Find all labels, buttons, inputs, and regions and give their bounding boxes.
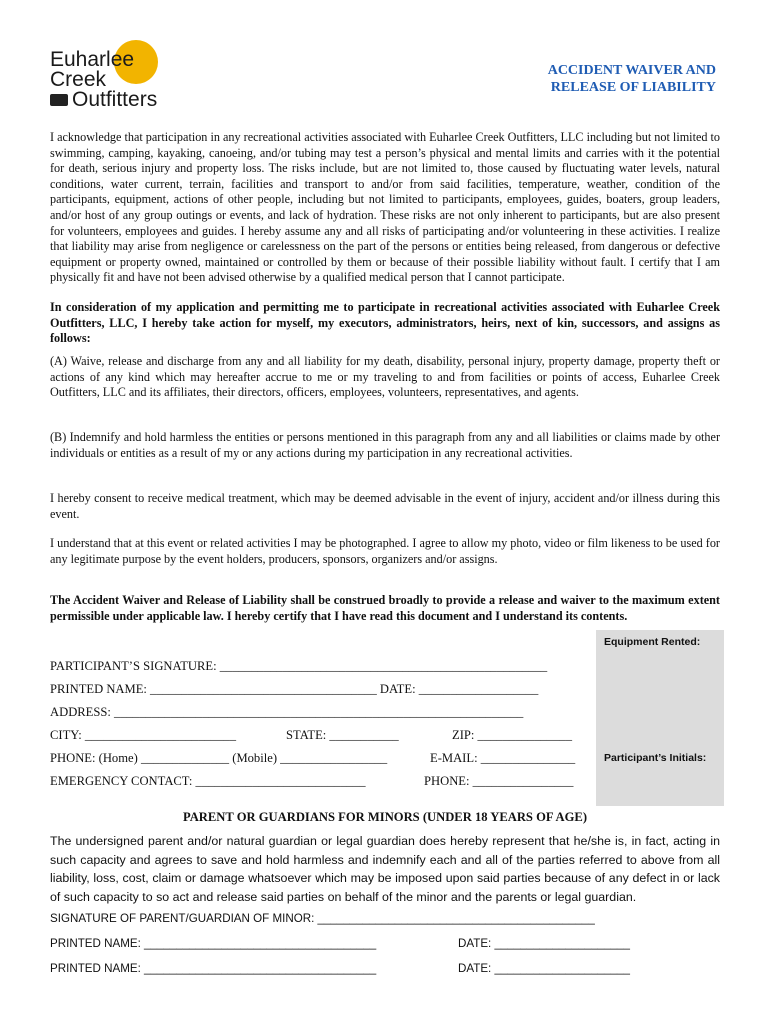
intro-paragraph: I acknowledge that participation in any recreational activities associated with Euharlee Creek Outfitters, LLC including but not limited to swimming, camping, kayaking, canoeing, and/or tubing may test a person’s physical and mental limits and carries with it the potential for death, serious injury and property loss. The risks include, but are not limited to, those caused by fluctuating water levels, natural conditions, water current, terrain, facilities and transport to and/or from said facilities, temperature, weather, condition of the participants, equipment, actions of other people, including but not limited to participants, employees, guides, boaters, group leaders, and/or host of any group outings or events, and lack of hydration. These risks are not only inherent to participants, but are also present for volunteers, employees and guides. I hereby assume any and all risks of participating and/or volunteering in these activities. I realize that liability may arise from negligence or carelessness on the part of the persons or entities being released, from dangerous or defective equipment or property owned, maintained or controlled by them or because of their possible liability without fault. I certify that I am physically fit and have not been advised otherwise by a qualified medical person that I cannot participate. xyxy=(50,130,720,285)
document-title xyxy=(470,62,716,96)
guardian-printed-name-1[interactable]: PRINTED NAME: ____________________________________ xyxy=(50,937,377,950)
equipment-box xyxy=(596,630,724,806)
participant-initials-label: Participant’s Initials: xyxy=(604,752,707,764)
medical-consent-paragraph: I hereby consent to receive medical treatment, which may be deemed advisable in the event of injury, accident and/or illness during this event. xyxy=(50,491,720,521)
photo-release-paragraph: I understand that at this event or related activities I may be photographed. I agree to allow my photo, video or film likeness to be used for any legitimate purpose by the event holders, producers, sponsors, organizers and/or assigns. xyxy=(50,536,720,566)
emergency-phone-field[interactable]: PHONE: ________________ xyxy=(424,774,574,788)
participant-signature-field[interactable]: PARTICIPANT’S SIGNATURE: ____________________________________________________ xyxy=(50,659,548,673)
logo-line-1: Euharlee xyxy=(50,48,135,71)
logo-line-2: Creek xyxy=(50,68,107,91)
logo-line-3: Outfitters xyxy=(72,88,158,111)
clause-a-paragraph: (A) Waive, release and discharge from any and all liability for my death, disability, personal injury, property damage, property theft or actions of any kind which may hereafter accrue to me or my traveling to and from facilities or points of access, Euharlee Creek Outfitters, LLC and its affiliates, their directors, officers, employees, volunteers, representatives, and agents. xyxy=(50,354,720,400)
title-line-2: RELEASE OF LIABILITY xyxy=(550,80,716,95)
address-field[interactable]: ADDRESS: _________________________________________________________________ xyxy=(50,705,524,719)
construed-paragraph: The Accident Waiver and Release of Liability shall be construed broadly to provide a release and waiver to the maximum extent permissible under applicable law. I hereby certify that I have read this document and I understand its contents. xyxy=(50,593,720,623)
guardian-printed-name-2[interactable]: PRINTED NAME: ____________________________________ xyxy=(50,962,377,975)
emergency-contact-field[interactable]: EMERGENCY CONTACT: ___________________________ xyxy=(50,774,366,788)
company-logo xyxy=(44,40,156,126)
state-field[interactable]: STATE: ___________ xyxy=(286,728,399,742)
guardian-date-1[interactable]: DATE: _____________________ xyxy=(458,937,630,950)
city-field[interactable]: CITY: ________________________ xyxy=(50,728,236,742)
guardian-date-2[interactable]: DATE: _____________________ xyxy=(458,962,630,975)
guardian-heading: PARENT OR GUARDIANS FOR MINORS (UNDER 18 YEARS OF AGE) xyxy=(182,810,588,824)
email-field[interactable]: E-MAIL: _______________ xyxy=(430,751,576,765)
kayak-icon xyxy=(50,94,68,106)
equipment-rented-label: Equipment Rented: xyxy=(604,636,701,648)
consideration-paragraph: In consideration of my application and permitting me to participate in recreational activities associated with Euharlee Creek Outfitters, LLC, I hereby take action for myself, my executors, administrators, heirs, next of kin, successors, and assigns as follows: xyxy=(50,300,720,346)
guardian-paragraph: The undersigned parent and/or natural guardian or legal guardian does hereby represent that he/she is, in fact, acting in such capacity and agrees to save and hold harmless and indemnify each and all of the parties referred to above from all liability, loss, cost, claim or damage whatsoever which may be imposed upon said parties because of any defect in or lack of such capacity to so act and release said parties on behalf of the minor and the parents or legal guardian. xyxy=(50,834,720,904)
printed-name-date-field[interactable]: PRINTED NAME: ____________________________________ DATE: ___________________ xyxy=(50,682,539,696)
title-line-1: ACCIDENT WAIVER AND xyxy=(547,63,716,78)
phone-home-mobile-field[interactable]: PHONE: (Home) ______________ (Mobile) _________________ xyxy=(50,751,388,765)
clause-b-paragraph: (B) Indemnify and hold harmless the entities or persons mentioned in this paragraph from any and all liabilities or claims made by other individuals or entities as a result of my or any actions during my participation in any recreational activities. xyxy=(50,430,720,460)
zip-field[interactable]: ZIP: _______________ xyxy=(452,728,572,742)
guardian-signature-field[interactable]: SIGNATURE OF PARENT/GUARDIAN OF MINOR: ___________________________________________ xyxy=(50,912,595,925)
